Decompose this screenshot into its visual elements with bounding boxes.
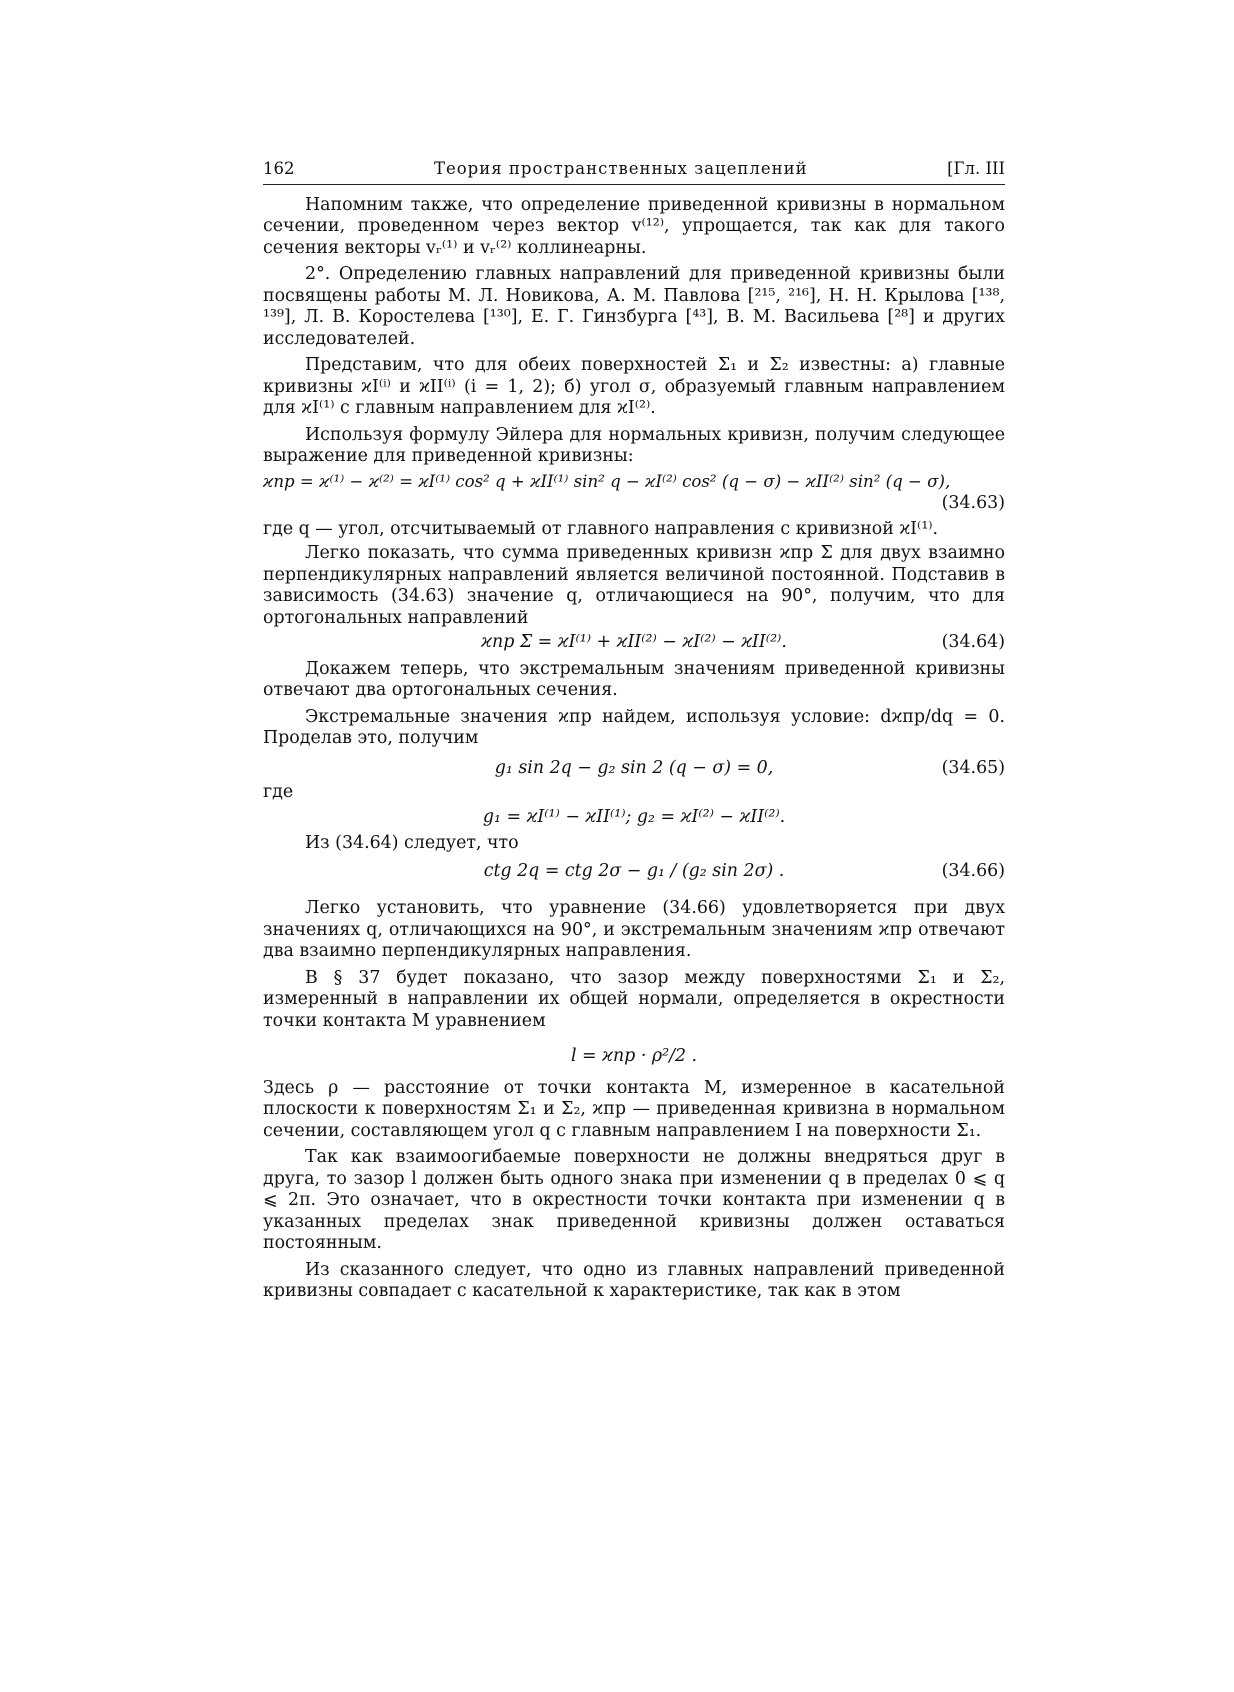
page bbox=[263, 158, 1005, 1303]
paragraph-13: Здесь ρ — расстояние от точки контакта M, измеренное в касательной плоскости к поверхностям Σ₁ и Σ₂, ϰпр — приведенная кривизна в нормальном сечении, составляющем угол q с главным направлением I на поверхности Σ₁. bbox=[263, 1077, 1005, 1141]
paragraph-14: Так как взаимоогибаемые поверхности не должны внедряться друг в друга, то зазор l должен быть одного знака при изменении q в пределах 0 ⩽ q ⩽ 2π. Это означает, что в окрестности точки контакта при изменении q в указанных пределах знак приведенной кривизны должен оставаться постоянным. bbox=[263, 1147, 1005, 1253]
equation-gap: l = ϰпр · ρ²/2 . bbox=[570, 1046, 698, 1066]
page-number: 162 bbox=[263, 159, 295, 178]
equation-34-65-body: g₁ sin 2q − g₂ sin 2 (q − σ) = 0, bbox=[494, 757, 774, 778]
equation-34-65 bbox=[263, 758, 1005, 780]
paragraph-15: Из сказанного следует, что одно из главных направлений приведенной кривизны совпадает с касательной к характеристике, так как в этом bbox=[263, 1259, 1005, 1301]
equation-34-63: ϰпр = ϰ⁽¹⁾ − ϰ⁽²⁾ = ϰI⁽¹⁾ cos² q + ϰII⁽¹⁾ sin² q − ϰI⁽²⁾ cos² (q − σ) − ϰII⁽²⁾ sin² (q − σ), bbox=[263, 471, 951, 491]
equation-number-34-64: (34.64) bbox=[941, 632, 1005, 652]
equation-number-34-63: (34.63) bbox=[941, 493, 1005, 513]
paragraph-where: где bbox=[263, 782, 294, 802]
paragraph-3: Представим, что для обеих поверхностей Σ₁ и Σ₂ известны: а) главные кривизны ϰI⁽ⁱ⁾ и ϰII⁽ⁱ⁾ (i = 1, 2); б) угол σ, образуемый главным направлением для ϰI⁽¹⁾ с главным направлением для ϰI⁽²⁾. bbox=[263, 355, 1005, 418]
paragraph-11: Легко установить, что уравнение (34.66) удовлетворяется при двух значениях q, отличающихся на 90°, и экстремальным значениям ϰпр отвечают два взаимно перпендикулярных направления. bbox=[263, 898, 1005, 961]
paragraph-8: Экстремальные значения ϰпр найдем, используя условие: dϰпр/dq = 0. Проделав это, получим bbox=[263, 706, 1005, 748]
paragraph-2: 2°. Определению главных направлений для приведенной кривизны были посвящены работы М. Л. Новикова, А. М. Павлова [²¹⁵, ²¹⁶], Н. Н. Крылова [¹³⁸, ¹³⁹], Л. В. Коростелева [¹³⁰], Е. Г. Гинзбурга [⁴³], В. М. Васильева [²⁸] и других исследователей. bbox=[263, 264, 1005, 349]
equation-34-64-body: ϰпр Σ = ϰI⁽¹⁾ + ϰII⁽²⁾ − ϰI⁽²⁾ − ϰII⁽²⁾. bbox=[481, 632, 787, 652]
paragraph-10: Из (34.64) следует, что bbox=[305, 833, 519, 853]
equation-34-66 bbox=[263, 861, 1005, 883]
paragraph-5: где q — угол, отсчитываемый от главного направления с кривизной ϰI⁽¹⁾. bbox=[263, 518, 939, 539]
equation-34-66-body: ctg 2q = ctg 2σ − g₁ / (g₂ sin 2σ) . bbox=[483, 860, 785, 881]
paragraph-12: В § 37 будет показано, что зазор между поверхностями Σ₁ и Σ₂, измеренный в направлении их общей нормали, определяется в окрестности точки контакта M уравнением bbox=[263, 967, 1005, 1031]
chapter-label: [Гл. III bbox=[947, 159, 1005, 178]
paragraph-6: Легко показать, что сумма приведенных кривизн ϰпр Σ для двух взаимно перпендикулярных направлений является величиной постоянной. Подставив в зависимость (34.63) значение q, отличающиеся на 90°, получим, что для ортогональных направлений bbox=[263, 543, 1005, 628]
running-header bbox=[263, 158, 1005, 185]
paragraph-4: Используя формулу Эйлера для нормальных кривизн, получим следующее выражение для приведенной кривизны: bbox=[263, 424, 1005, 466]
paragraph-7: Докажем теперь, что экстремальным значениям приведенной кривизны отвечают два ортогональных сечения. bbox=[263, 658, 1005, 700]
equation-g-definitions: g₁ = ϰI⁽¹⁾ − ϰII⁽¹⁾; g₂ = ϰI⁽²⁾ − ϰII⁽²⁾. bbox=[482, 806, 786, 827]
equation-34-64 bbox=[263, 632, 1005, 654]
paragraph-1: Напомним также, что определение приведенной кривизны в нормальном сечении, проведенном через вектор v⁽¹²⁾, упрощается, так как для такого сечения векторы vᵣ⁽¹⁾ и vᵣ⁽²⁾ коллинеарны. bbox=[263, 194, 1005, 258]
equation-number-34-66: (34.66) bbox=[941, 860, 1005, 881]
running-title: Теория пространственных зацеплений bbox=[433, 159, 808, 178]
equation-number-34-65: (34.65) bbox=[941, 757, 1005, 778]
